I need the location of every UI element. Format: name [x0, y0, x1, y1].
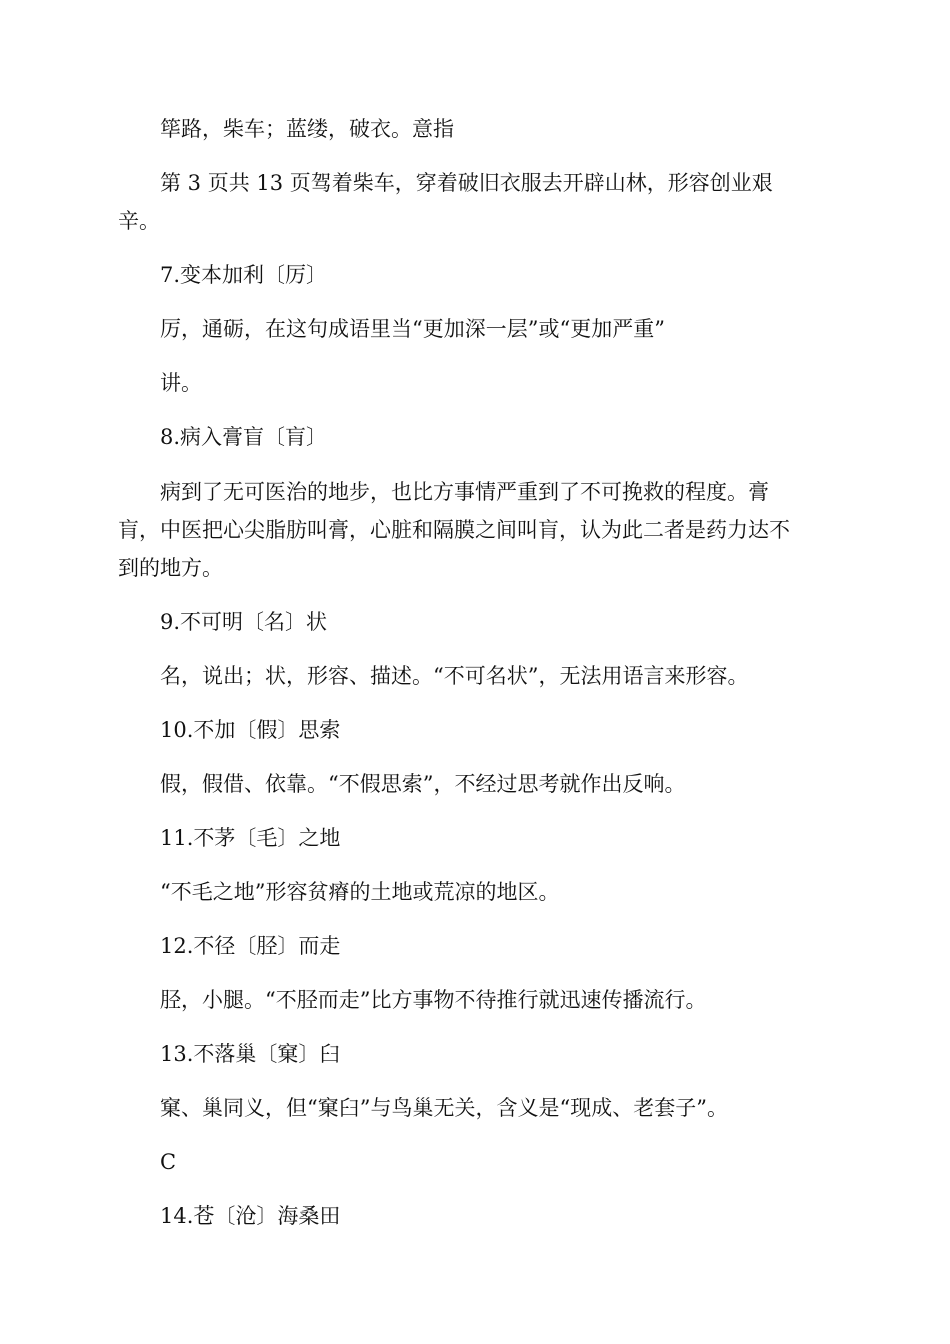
entry-heading: 14.苍〔沧〕海桑田: [160, 1204, 341, 1228]
text-line: 假，假借、依靠。“不假思索”，不经过思考就作出反响。: [160, 772, 686, 796]
text-line: 厉，通砺，在这句成语里当“更加深一层”或“更加严重”: [160, 317, 665, 341]
text-line: 筚路，柴车；蓝缕，破衣。意指: [160, 117, 454, 141]
text-line: 窠、巢同义，但“窠臼”与鸟巢无关，含义是“现成、老套子”。: [160, 1096, 728, 1120]
entry-heading: 12.不径〔胫〕而走: [160, 934, 341, 958]
text-line: 讲。: [160, 371, 202, 395]
text-line: 病到了无可医治的地步，也比方事情严重到了不可挽救的程度。膏: [160, 480, 769, 504]
text-line: 名，说出；状，形容、描述。“不可名状”，无法用语言来形容。: [160, 664, 749, 688]
entry-heading: 7.变本加利〔厉〕: [160, 263, 328, 287]
entry-heading: 10.不加〔假〕思索: [160, 718, 341, 742]
text-line: 辛。: [118, 209, 160, 233]
text-line: “不毛之地”形容贫瘠的土地或荒凉的地区。: [160, 880, 560, 904]
entry-heading: 11.不茅〔毛〕之地: [160, 826, 341, 850]
entry-heading: 8.病入膏盲〔肓〕: [160, 425, 328, 449]
text-line: 肓，中医把心尖脂肪叫膏，心脏和隔膜之间叫肓，认为此二者是药力达不: [118, 518, 790, 542]
section-letter: C: [160, 1150, 177, 1174]
entry-heading: 13.不落巢〔窠〕臼: [160, 1042, 341, 1066]
text-line: 第 3 页共 13 页驾着柴车，穿着破旧衣服去开辟山林，形容创业艰: [160, 171, 773, 195]
text-line: 到的地方。: [118, 556, 223, 580]
text-line: 胫，小腿。“不胫而走”比方事物不待推行就迅速传播流行。: [160, 988, 707, 1012]
entry-heading: 9.不可明〔名〕状: [160, 610, 328, 634]
